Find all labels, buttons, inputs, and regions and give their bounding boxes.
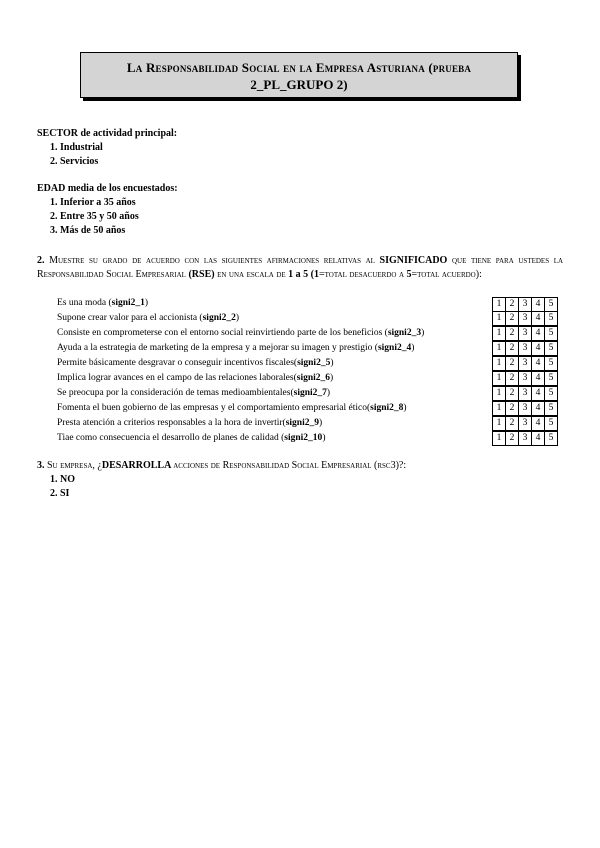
variable-code: signi2_6 bbox=[296, 373, 331, 383]
rating-scale bbox=[493, 431, 558, 446]
rating-cell[interactable]: 2 bbox=[505, 431, 519, 446]
rating-scale bbox=[493, 341, 558, 356]
rating-cell[interactable]: 2 bbox=[505, 297, 519, 312]
likert-items bbox=[57, 296, 560, 446]
statement-end: ) bbox=[326, 388, 331, 398]
statement-end: ) bbox=[411, 343, 415, 353]
statement-text: Fomenta el buen gobierno de las empresas y el comportamiento empresarial ético( bbox=[57, 403, 371, 413]
rating-scale bbox=[493, 326, 558, 341]
rating-scale bbox=[493, 386, 558, 401]
rating-cell[interactable]: 4 bbox=[531, 401, 545, 416]
rating-cell[interactable]: 4 bbox=[531, 326, 545, 341]
likert-row bbox=[57, 326, 560, 341]
rating-cell[interactable]: 2 bbox=[505, 371, 519, 386]
edad-option[interactable]: 1. Inferior a 35 años bbox=[50, 197, 136, 208]
question-text: Su empresa, ¿ bbox=[47, 460, 102, 471]
rating-cell[interactable]: 3 bbox=[518, 386, 532, 401]
statement bbox=[57, 311, 239, 326]
variable-code: signi2_10 bbox=[284, 433, 323, 443]
variable-code: signi2_3 bbox=[387, 328, 422, 338]
sector-option[interactable]: 1. Industrial bbox=[50, 142, 103, 153]
question-text: que tiene para ustedes la Responsabilidad Social Empresarial bbox=[37, 255, 564, 280]
rating-cell[interactable]: 4 bbox=[531, 356, 545, 371]
rating-cell[interactable]: 5 bbox=[544, 356, 558, 371]
rating-cell[interactable]: 4 bbox=[531, 371, 545, 386]
question-keyword: (RSE) bbox=[188, 269, 215, 280]
question-number: 3. bbox=[37, 460, 45, 471]
statement-text: Implica lograr avances en el campo de las relaciones laborales( bbox=[57, 373, 297, 383]
rating-cell[interactable]: 3 bbox=[518, 311, 532, 326]
likert-row bbox=[57, 311, 560, 326]
rating-cell[interactable]: 5 bbox=[544, 386, 558, 401]
rating-cell[interactable]: 3 bbox=[518, 431, 532, 446]
rating-cell[interactable]: 3 bbox=[518, 401, 532, 416]
rating-cell[interactable]: 1 bbox=[492, 416, 506, 431]
question-text: =total desacuerdo a bbox=[319, 269, 405, 280]
rating-cell[interactable]: 5 bbox=[544, 431, 558, 446]
statement-text: Consiste en comprometerse con el entorno social reinvirtiendo parte de los beneficios ( bbox=[57, 328, 388, 338]
statement-text: Es una moda ( bbox=[57, 298, 112, 308]
rating-cell[interactable]: 1 bbox=[492, 356, 506, 371]
rating-cell[interactable]: 3 bbox=[518, 341, 532, 356]
rating-cell[interactable]: 5 bbox=[544, 416, 558, 431]
variable-code: signi2_2 bbox=[202, 313, 236, 323]
rating-cell[interactable]: 3 bbox=[518, 371, 532, 386]
variable-code: signi2_5 bbox=[297, 358, 331, 368]
answer-option[interactable]: 1. NO bbox=[50, 474, 75, 485]
rating-cell[interactable]: 5 bbox=[544, 311, 558, 326]
rating-cell[interactable]: 3 bbox=[518, 297, 532, 312]
likert-row bbox=[57, 386, 560, 401]
edad-option[interactable]: 2. Entre 35 y 50 años bbox=[50, 211, 139, 222]
rating-cell[interactable]: 2 bbox=[505, 341, 519, 356]
statement-end: ) bbox=[421, 328, 425, 338]
rating-cell[interactable]: 5 bbox=[544, 297, 558, 312]
statement-text: Ayuda a la estrategia de marketing de la empresa y a mejorar su imagen y prestigio ( bbox=[57, 343, 378, 353]
document-title bbox=[80, 52, 518, 98]
rating-cell[interactable]: 1 bbox=[492, 401, 506, 416]
likert-row bbox=[57, 371, 560, 386]
statement bbox=[57, 371, 333, 386]
likert-row bbox=[57, 401, 560, 416]
statement-text: Supone crear valor para el accionista ( bbox=[57, 313, 203, 323]
sector-option[interactable]: 2. Servicios bbox=[50, 156, 99, 167]
rating-cell[interactable]: 4 bbox=[531, 431, 545, 446]
statement-end: ) bbox=[403, 403, 407, 413]
statement-end: ) bbox=[235, 313, 240, 323]
rating-cell[interactable]: 3 bbox=[518, 416, 532, 431]
statement-end: ) bbox=[144, 298, 149, 308]
statement-text: Tiae como consecuencia el desarrollo de planes de calidad ( bbox=[57, 433, 285, 443]
statement-end: ) bbox=[318, 418, 323, 428]
question-2-heading bbox=[37, 254, 563, 282]
variable-code: signi2_1 bbox=[111, 298, 145, 308]
rating-cell[interactable]: 1 bbox=[492, 386, 506, 401]
rating-cell[interactable]: 2 bbox=[505, 386, 519, 401]
question-number: 2. bbox=[37, 255, 45, 266]
rating-cell[interactable]: 5 bbox=[544, 401, 558, 416]
question-text: en una escala de bbox=[217, 269, 286, 280]
likert-row bbox=[57, 416, 560, 431]
rating-cell[interactable]: 3 bbox=[518, 326, 532, 341]
title-line-1: La Responsabilidad Social en la Empresa Asturiana (prueba bbox=[126, 60, 472, 75]
rating-cell[interactable]: 5 bbox=[544, 326, 558, 341]
rating-cell[interactable]: 1 bbox=[492, 311, 506, 326]
rating-cell[interactable]: 2 bbox=[505, 416, 519, 431]
question-keyword: SIGNIFICADO bbox=[379, 255, 448, 266]
question-keyword: 5 bbox=[406, 269, 412, 280]
variable-code: signi2_9 bbox=[285, 418, 319, 428]
statement bbox=[57, 401, 407, 416]
edad-option[interactable]: 3. Más de 50 años bbox=[50, 225, 126, 236]
answer-option[interactable]: 2. SI bbox=[50, 488, 70, 499]
statement-text: Presta atención a criterios responsables a la hora de invertir( bbox=[57, 418, 286, 428]
statement-end: ) bbox=[330, 358, 334, 368]
variable-code: signi2_4 bbox=[377, 343, 412, 353]
likert-row bbox=[57, 431, 560, 446]
question-text: =total acuerdo): bbox=[411, 269, 482, 280]
rating-scale bbox=[493, 416, 558, 431]
rating-scale bbox=[493, 356, 558, 371]
sector-section bbox=[37, 127, 177, 169]
rating-cell[interactable]: 5 bbox=[544, 371, 558, 386]
statement bbox=[57, 416, 322, 431]
statement-text: Se preocupa por la consideración de temas medioambientales( bbox=[57, 388, 294, 398]
statement bbox=[57, 431, 325, 446]
variable-code: signi2_7 bbox=[293, 388, 327, 398]
rating-scale bbox=[493, 371, 558, 386]
rating-cell[interactable]: 4 bbox=[531, 297, 545, 312]
question-3-heading bbox=[37, 459, 563, 473]
statement bbox=[57, 341, 414, 356]
likert-row bbox=[57, 341, 560, 356]
rating-cell[interactable]: 1 bbox=[492, 326, 506, 341]
statement bbox=[57, 386, 330, 401]
rating-cell[interactable]: 5 bbox=[544, 341, 558, 356]
variable-code: signi2_8 bbox=[370, 403, 404, 413]
statement-text: Permite básicamente desgravar o conseguir incentivos fiscales( bbox=[57, 358, 298, 368]
rating-cell[interactable]: 4 bbox=[531, 386, 545, 401]
rating-cell[interactable]: 2 bbox=[505, 401, 519, 416]
rating-cell[interactable]: 2 bbox=[505, 356, 519, 371]
rating-cell[interactable]: 1 bbox=[492, 431, 506, 446]
title-line-2: 2_PL_GRUPO 2) bbox=[250, 77, 348, 92]
statement-end: ) bbox=[322, 433, 326, 443]
rating-cell[interactable]: 4 bbox=[531, 341, 545, 356]
rating-cell[interactable]: 3 bbox=[518, 356, 532, 371]
question-keyword: 1 a 5 (1 bbox=[288, 269, 319, 280]
rating-cell[interactable]: 4 bbox=[531, 416, 545, 431]
statement bbox=[57, 356, 334, 371]
question-text: acciones de Responsabilidad Social Empresarial (rsc3)?: bbox=[173, 460, 407, 471]
question-3 bbox=[37, 459, 563, 501]
statement-end: ) bbox=[330, 373, 334, 383]
rating-scale bbox=[493, 401, 558, 416]
rating-cell[interactable]: 1 bbox=[492, 371, 506, 386]
question-text: Muestre su grado de acuerdo con las siguientes afirmaciones relativas al bbox=[49, 255, 375, 266]
rating-cell[interactable]: 4 bbox=[531, 311, 545, 326]
statement bbox=[57, 296, 148, 311]
rating-scale bbox=[493, 297, 558, 312]
question-keyword: DESARROLLA bbox=[101, 460, 171, 471]
rating-cell[interactable]: 2 bbox=[505, 326, 519, 341]
rating-cell[interactable]: 2 bbox=[505, 311, 519, 326]
likert-row bbox=[57, 296, 560, 311]
edad-heading: EDAD media de los encuestados: bbox=[37, 183, 178, 194]
likert-row bbox=[57, 356, 560, 371]
statement bbox=[57, 326, 424, 341]
rating-cell[interactable]: 1 bbox=[492, 297, 506, 312]
rating-cell[interactable]: 1 bbox=[492, 341, 506, 356]
edad-section bbox=[37, 182, 178, 238]
sector-heading: SECTOR de actividad principal: bbox=[37, 128, 178, 139]
rating-scale bbox=[493, 311, 558, 326]
